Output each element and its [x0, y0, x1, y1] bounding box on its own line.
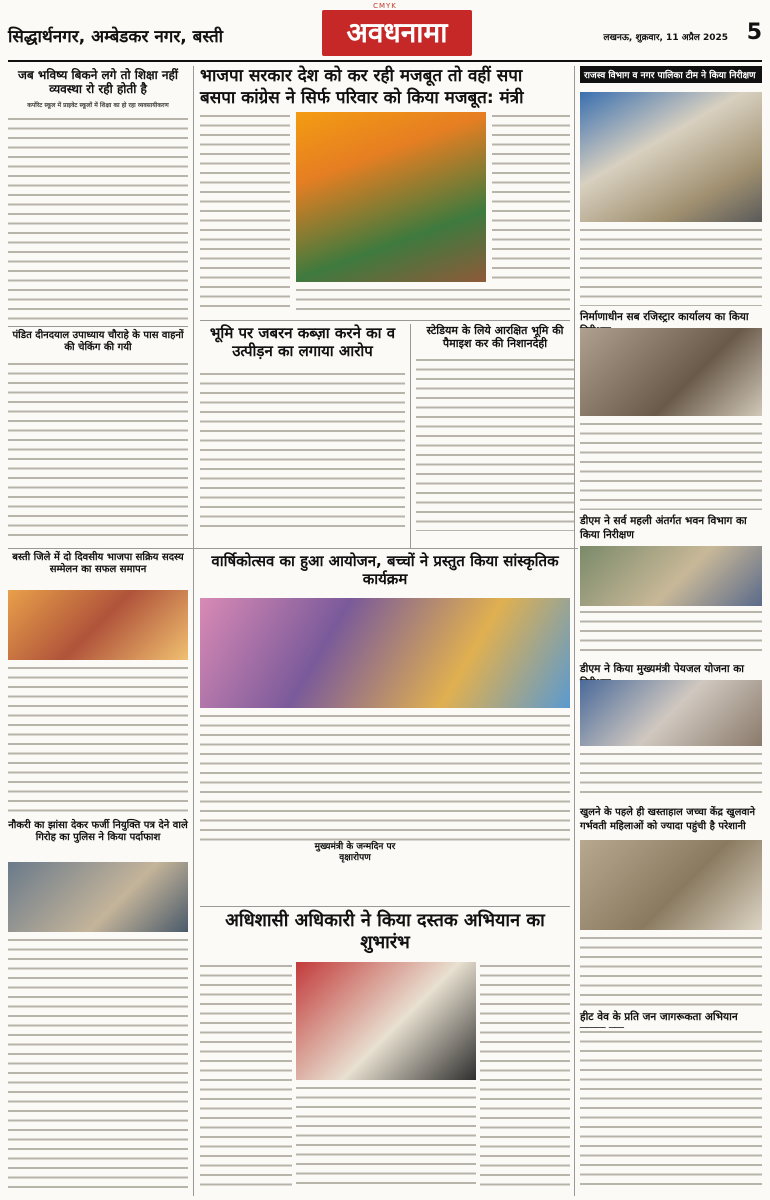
- headline-bjp-meet: बस्ती जिले में दो दिवसीय भाजपा सक्रिय सदस्य सम्मेलन का सफल समापन: [12, 552, 184, 575]
- photo-lead-story: [296, 112, 486, 282]
- story-text: [296, 286, 570, 316]
- column-rule: [574, 66, 575, 1196]
- story-small: [300, 842, 410, 864]
- photo-building: [580, 546, 762, 606]
- photo-subregistrar: [580, 328, 762, 416]
- issue-date: लखनऊ, शुक्रवार, 11 अप्रैल 2025: [603, 33, 728, 43]
- story-text: [580, 608, 762, 658]
- photo-dastak: [296, 962, 476, 1080]
- photo-fake-job: [8, 862, 188, 932]
- headline-vehicle-check: पंडित दीनदयाल उपाध्याय चौराहे के पास वाहनों की चेकिंग की गयी: [12, 330, 184, 353]
- story-maternity: [580, 804, 762, 832]
- story-text: [8, 936, 188, 1191]
- story-land: [200, 324, 405, 528]
- story-text: [580, 1028, 762, 1188]
- story-text: [580, 420, 762, 510]
- headline-dastak: अधिशासी अधिकारी ने किया दस्तक अभियान का शुभारंभ: [225, 910, 545, 953]
- photo-water: [580, 680, 762, 746]
- story-text: [200, 370, 405, 528]
- headline-annual: वार्षिकोत्सव का हुआ आयोजन, बच्चों ने प्रस्तुत किया सांस्कृतिक कार्यक्रम: [211, 552, 559, 588]
- masthead: [8, 10, 762, 62]
- story-building: [580, 514, 762, 542]
- story-text: [480, 962, 570, 1190]
- story-dastak: [200, 910, 570, 953]
- cmyk-mark: CMYK: [373, 2, 397, 10]
- photo-maternity: [580, 840, 762, 930]
- story-text: [8, 664, 188, 814]
- lead-headline-1: भाजपा सरकार देश को कर रही मजबूत तो वहीं सपा: [200, 66, 523, 86]
- story-fake-job: [8, 820, 188, 844]
- headline-water: डीएम ने किया मुख्यमंत्री पेयजल योजना का: [580, 663, 744, 675]
- story-text: [200, 112, 290, 312]
- story-text: [8, 360, 188, 540]
- story-bjp-meet: [8, 552, 188, 576]
- subhead-education: कर्पोरेट स्कूल में प्राइवेट स्कूलों में शिक्षा का हो रहा व्यवसायीकरण: [27, 101, 169, 109]
- story-text: [580, 750, 762, 800]
- page-number: 5: [746, 20, 762, 45]
- column-rule: [193, 66, 194, 1196]
- story-text: [580, 226, 762, 306]
- headline-education: जब भविष्य बिकने लगे तो शिक्षा नहीं व्यवस्था रो रही होती है: [17, 68, 179, 97]
- headline-fake-job: नौकरी का झांसा देकर फर्जी नियुक्ति पत्र देने वाले गिरोह का पुलिस ने किया पर्दाफाश: [8, 820, 188, 843]
- photo-bjp-meet: [8, 590, 188, 660]
- story-text: [200, 962, 292, 1190]
- photo-annual: [200, 598, 570, 708]
- lead-headline-2: बसपा कांग्रेस ने सिर्फ परिवार को किया मजबूत: मंत्री: [200, 88, 524, 109]
- story-text: [296, 1084, 476, 1190]
- headline-heatwave: हीट वेव के प्रति जन जागरूकता अभियान: [580, 1011, 738, 1023]
- story-text: [416, 356, 574, 531]
- newspaper-logo: अवधनामा: [322, 10, 472, 56]
- headline-maternity: खुलने के पहले ही खस्ताहाल जच्चा केंद्र खुलवाने गर्भवती महिलाओं को ज्यादा पहुंची है परेशानी: [580, 807, 756, 832]
- right-box-header: राजस्व विभाग व नगर पालिका टीम ने किया निरीक्षण: [580, 66, 762, 83]
- story-stadium: [416, 324, 574, 531]
- story-text: [492, 112, 570, 282]
- lead-story: [200, 66, 570, 109]
- story-education: [8, 68, 188, 325]
- city-title: सिद्धार्थनगर, अम्बेडकर नगर, बस्ती: [8, 27, 224, 47]
- story-annual: [200, 552, 570, 588]
- headline-building: डीएम ने सर्व महली अंतर्गत भवन विभाग का किया निरीक्षण: [580, 515, 747, 541]
- headline-stadium: स्टेडियम के लिये आरक्षित भूमि की पैमाइश कर की निशानदेही: [426, 324, 564, 351]
- story-text: [8, 115, 188, 325]
- story-text: [580, 934, 762, 1006]
- photo-inspection: [580, 92, 762, 222]
- headline-land: भूमि पर जबरन कब्ज़ा करने का व उत्पीड़न का लगाया आरोप: [209, 324, 396, 360]
- headline-small: मुख्यमंत्री के जन्मदिन पर वृक्षारोपण: [314, 842, 396, 863]
- story-vehicle-check: [8, 330, 188, 540]
- story-text: [200, 712, 570, 842]
- headline-subregistrar: निर्माणाधीन सब रजिस्ट्रार कार्यालय का किया: [580, 311, 749, 323]
